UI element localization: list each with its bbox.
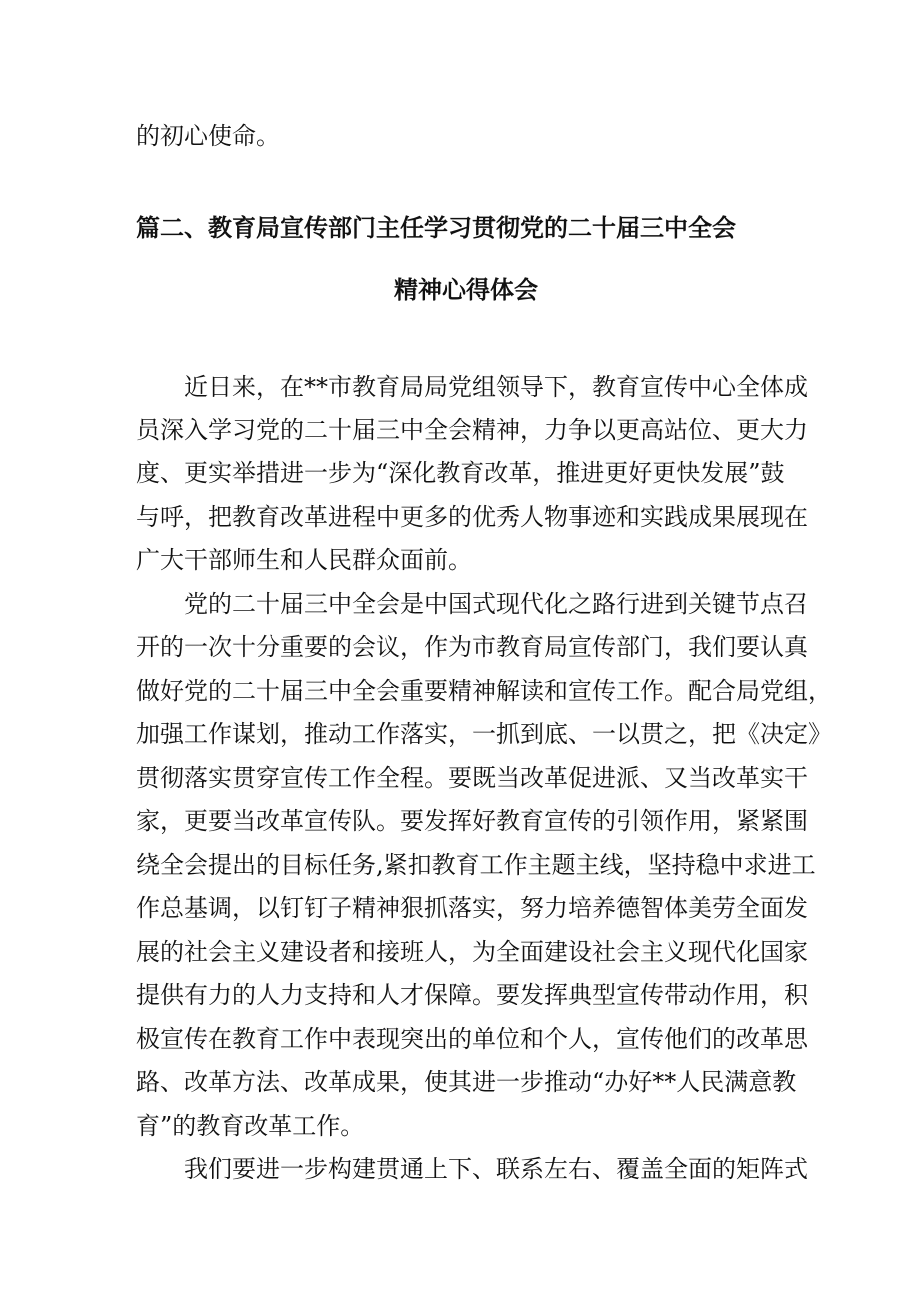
paragraph-line: 作总基调，以钉钉子精神狠抓落实，努力培养德智体美劳全面发	[136, 894, 808, 922]
paragraph-line: 家，更要当改革宣传队。要发挥好教育宣传的引领作用，紧紧围	[136, 807, 808, 835]
paragraph-line: 贯彻落实贯穿宣传工作全程。要既当改革促进派、又当改革实干	[136, 764, 808, 792]
paragraph-line: 绕全会提出的目标任务,紧扣教育工作主题主线，坚持稳中求进工	[136, 851, 816, 879]
section-title-line-1: 篇二、教育局宣传部门主任学习贯彻党的二十届三中全会	[136, 214, 736, 242]
paragraph-line: 加强工作谋划，推动工作落实，一抓到底、一以贯之，把《决定》	[136, 720, 832, 748]
paragraph-line: 提供有力的人力支持和人才保障。要发挥典型宣传带动作用，积	[136, 981, 808, 1009]
paragraph-line: 展的社会主义建设者和接班人，为全面建设社会主义现代化国家	[136, 938, 808, 966]
paragraph-line: 育”的教育改革工作。	[136, 1112, 365, 1140]
paragraph-line: 广大干部师生和人民群众面前。	[136, 546, 472, 574]
paragraph-line: 与呼，把教育改革进程中更多的优秀人物事迹和实践成果展现在	[136, 503, 808, 531]
paragraph-line: 做好党的二十届三中全会重要精神解读和宣传工作。配合局党组，	[136, 677, 832, 705]
paragraph-line: 路、改革方法、改革成果，使其进一步推动“办好**人民满意教	[136, 1068, 797, 1096]
paragraph-line: 开的一次十分重要的会议，作为市教育局宣传部门，我们要认真	[136, 633, 808, 661]
paragraph-line: 度、更实举措进一步为“深化教育改革，推进更好更快发展”鼓	[136, 459, 785, 487]
paragraph-line: 极宣传在教育工作中表现突出的单位和个人，宣传他们的改革思	[136, 1025, 808, 1053]
paragraph-line: 员深入学习党的二十届三中全会精神，力争以更高站位、更大力	[136, 416, 808, 444]
paragraph-line: 近日来，在**市教育局局党组领导下，教育宣传中心全体成	[184, 373, 808, 401]
carryover-text: 的初心使命。	[136, 122, 280, 150]
section-title-line-2: 精神心得体会	[394, 276, 538, 304]
paragraph-line: 我们要进一步构建贯通上下、联系左右、覆盖全面的矩阵式	[184, 1155, 808, 1183]
paragraph-line: 党的二十届三中全会是中国式现代化之路行进到关键节点召	[184, 590, 808, 618]
